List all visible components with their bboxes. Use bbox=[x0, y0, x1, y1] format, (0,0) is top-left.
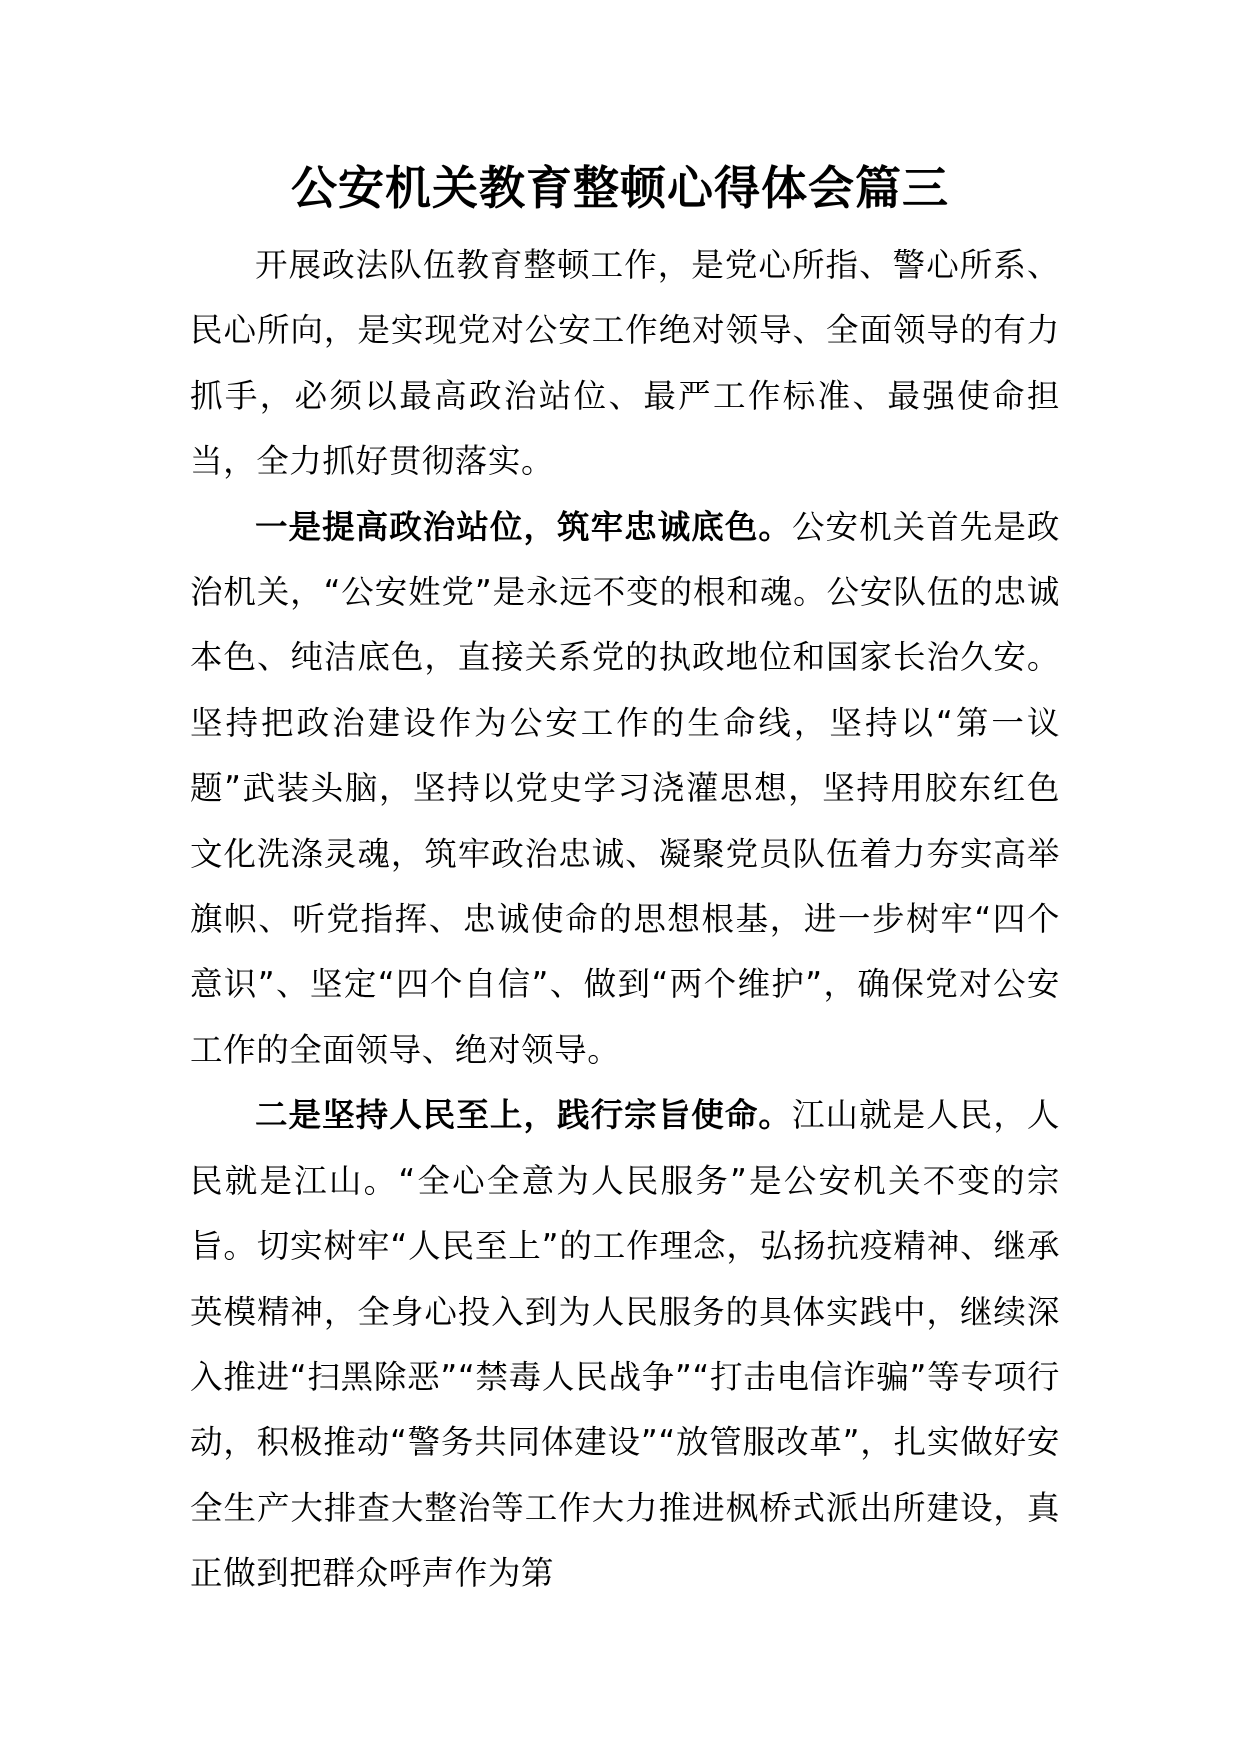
document-title: 公安机关教育整顿心得体会篇三 bbox=[291, 161, 949, 215]
paragraph-heading: 一是提高政治站位，筑牢忠诚底色。 bbox=[255, 507, 792, 546]
paragraph-point-one bbox=[190, 495, 1060, 1084]
paragraph-text: 江山就是人民，人民就是江山。“全心全意为人民服务”是公安机关不变的宗旨。切实树牢“人民至上”的工作理念，弘扬抗疫精神、继承英模精神，全身心投入到为人民服务的具体实践中，继续深入推进“扫黑除恶”“禁毒人民战争”“打击电信诈骗”等专项行动，积极推动“警务共同体建设”“放管服改革”，扎实做好安全生产大排查大整治等工作大力推进枫桥式派出所建设，真正做到把群众呼声作为第 bbox=[190, 1096, 1060, 1593]
paragraph-text: 公安机关首先是政治机关，“公安姓党”是永远不变的根和魂。公安队伍的忠诚本色、纯洁底色，直接关系党的执政地位和国家长治久安。坚持把政治建设作为公安工作的生命线，坚持以“第一议题”武装头脑，坚持以党史学习浇灌思想，坚持用胶东红色文化洗涤灵魂，筑牢政治忠诚、凝聚党员队伍着力夯实高举旗帜、听党指挥、忠诚使命的思想根基，进一步树牢“四个意识”、坚定“四个自信”、做到“两个维护”，确保党对公安工作的全面领导、绝对领导。 bbox=[190, 507, 1060, 1069]
document-body bbox=[190, 233, 1060, 1607]
paragraph-intro bbox=[190, 233, 1060, 495]
paragraph-point-two bbox=[190, 1083, 1060, 1606]
paragraph-text: 开展政法队伍教育整顿工作，是党心所指、警心所系、民心所向，是实现党对公安工作绝对领导、全面领导的有力抓手，必须以最高政治站位、最严工作标准、最强使命担当，全力抓好贯彻落实。 bbox=[190, 246, 1060, 481]
paragraph-heading: 二是坚持人民至上，践行宗旨使命。 bbox=[255, 1096, 792, 1135]
